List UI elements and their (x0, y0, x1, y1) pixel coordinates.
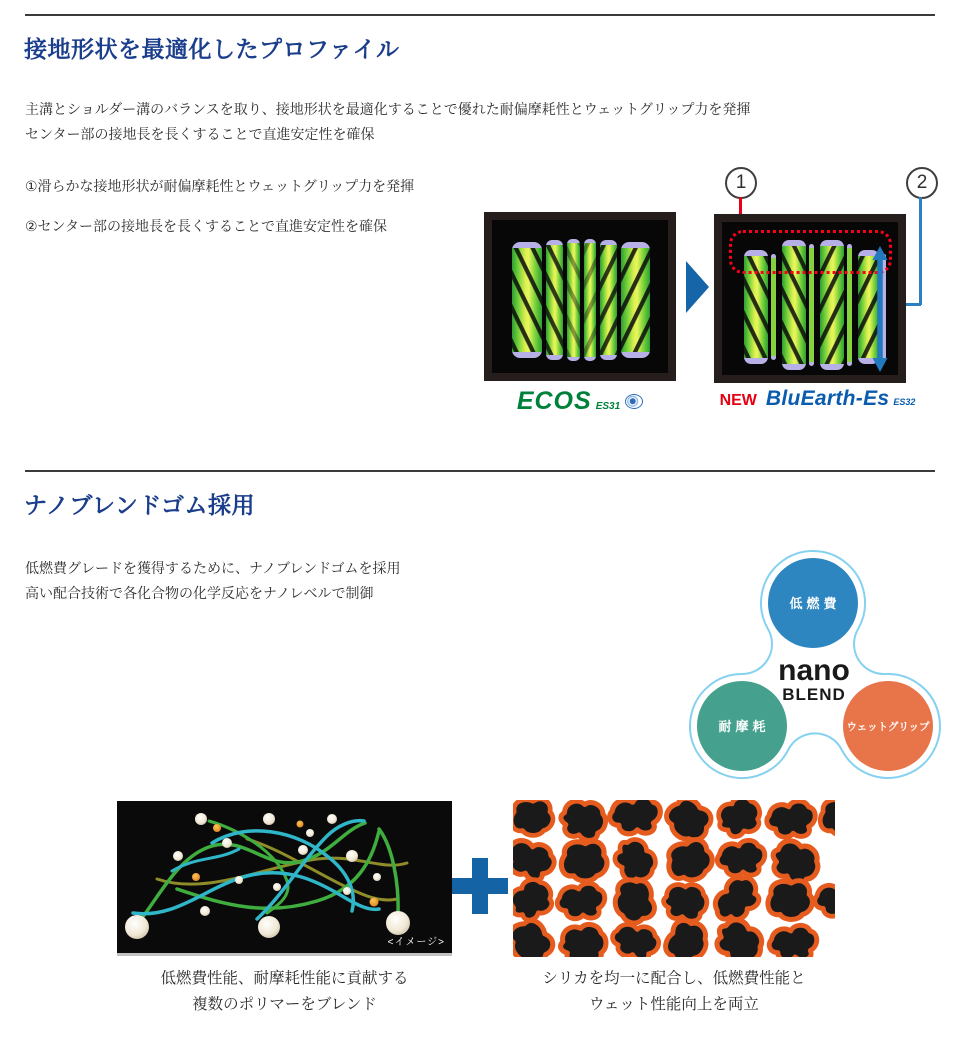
silica-caption-line1: シリカを均一に配合し、低燃費性能と (542, 970, 806, 987)
section2-body-line1: 低燃費グレードを獲得するために、ナノブレンドゴムを採用 (25, 560, 401, 576)
section1-body-line1: 主溝とショルダー溝のバランスを取り、接地形状を最適化することで優れた耐偏摩耗性とウェットグリップ力を発揮 (25, 101, 751, 117)
image-note: <イメージ> (387, 937, 445, 948)
section1-note2: ②センター部の接地長を長くすることで直進安定性を確保 (25, 218, 387, 234)
ecos-contact-patch-graphic (484, 212, 676, 381)
section1-title: 接地形状を最適化したプロファイル (24, 36, 400, 62)
wet-grip-label: ウェットグリップ (846, 721, 930, 733)
bluearth-brand-label: BluEarth-Es (765, 387, 890, 410)
plus-vertical-bar (472, 858, 488, 914)
polymer-blend-image (117, 801, 452, 956)
ecos-logo (484, 387, 676, 416)
nano-wordmark: nano (778, 654, 850, 687)
shoulder-zone-dotted-box (729, 230, 892, 274)
callout-1-badge: 1 (725, 167, 757, 199)
contact-length-double-arrow-icon (871, 245, 889, 373)
ecos-brand-label: ECOS (516, 387, 592, 415)
polymer-blend-graphic (117, 801, 452, 953)
callout-2-line-vertical (919, 197, 922, 305)
eco-badge-icon (625, 394, 643, 409)
fuel-efficiency-label: 低燃費 (789, 596, 841, 611)
section1-body-line2: センター部の接地長を長くすることで直進安定性を確保 (25, 126, 375, 142)
silica-dispersion-image (513, 800, 835, 957)
top-divider (25, 14, 935, 16)
ecos-model-label: ES31 (595, 401, 621, 412)
silica-caption-line2: ウェット性能向上を両立 (589, 996, 759, 1013)
section-divider (25, 470, 935, 472)
bluearth-contact-patch-image (714, 214, 906, 383)
polymer-caption-line2: 複数のポリマーをブレンド (192, 996, 377, 1013)
bluearth-logo (700, 387, 935, 411)
callout-2-badge: 2 (906, 167, 938, 199)
polymer-caption-line1: 低燃費性能、耐摩耗性能に貢献する (160, 970, 409, 987)
new-label: NEW (719, 392, 757, 409)
transition-arrow-icon (686, 261, 709, 313)
section2-title: ナノブレンドゴム採用 (24, 492, 255, 518)
ecos-contact-patch-image (484, 212, 676, 381)
section2-body-line2: 高い配合技術で各化合物の化学反応をナノレベルで制御 (25, 585, 374, 601)
bluearth-model-label: ES32 (893, 397, 916, 407)
plus-icon (452, 858, 508, 914)
wear-resistance-label: 耐摩耗 (718, 719, 770, 734)
nano-blend-diagram (680, 540, 942, 795)
section1-note1: ①滑らかな接地形状が耐偏摩耗性とウェットグリップ力を発揮 (25, 178, 415, 194)
blend-wordmark: BLEND (782, 685, 846, 704)
